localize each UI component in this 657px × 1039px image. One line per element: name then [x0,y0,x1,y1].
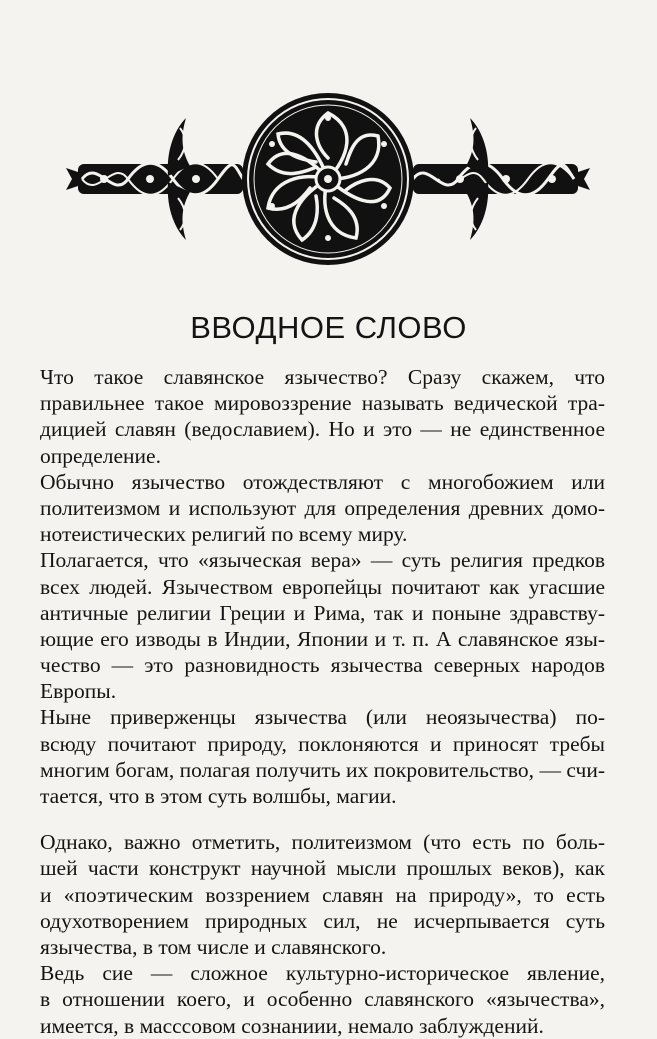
ornament-left-band [66,118,243,240]
text-line: шей части конструкт научной мысли прошлых веков), как [40,856,605,881]
paragraph [40,704,605,809]
text-line: одухотворением природных сил, не исчерпывается суть [40,908,605,933]
paragraph [40,547,605,704]
text-line: Обычно язычество отождествляют с многобожием или [40,469,605,494]
text-line: Полагается, что «языческая вера» — суть религия предков [40,548,605,573]
celtic-knot-ornament [58,88,598,268]
text-line: и «поэтическим воззрением славян на природу», то есть [40,882,605,907]
ornament-right-band [413,118,590,240]
text-line: Европы. [40,679,117,704]
text-line: язычества, в том числе и славянского. [40,934,387,959]
paragraph [40,829,605,960]
body-text [40,364,605,1039]
text-line: в отношении коего, и особенно славянского «язычества», [40,987,605,1012]
text-line: нотеистических религий по всему миру. [40,522,408,547]
text-line: правильнее такое мировоззрение называть ведической тра- [40,391,605,416]
text-line: тается, что в этом суть волшбы, магии. [40,784,397,808]
ornament-medallion [242,93,414,265]
text-line: многим богам, полагая получить их покровительство, — счи- [40,757,605,782]
paragraph [40,960,605,1039]
text-line: всюду почитают природу, поклоняются и приносят требы [40,731,605,756]
text-line: Однако, важно отметить, политеизмом (что есть по боль- [40,830,605,855]
paragraph-gap [40,809,605,829]
text-line: Ныне приверженцы язычества (или неоязычества) по- [40,705,605,730]
text-line: политеизмом и используют для определения древних домо- [40,495,605,520]
text-line: чество — это разновидность язычества северных народов [40,653,605,678]
text-line: античные религии Греции и Рима, так и поныне здравству- [40,600,605,625]
text-line: Ведь сие — сложное культурно-историческое явление, [40,961,605,986]
text-line: имеется, в масссовом сознаниии, немало заблуждений. [40,1013,544,1038]
paragraph [40,469,605,548]
text-line: всех людей. Язычеством европейцы почитают как угасшие [40,574,605,599]
text-line: ющие его изводы в Индии, Японии и т. п. А славянское язы- [40,626,605,651]
text-line: Что такое славянское язычество? Сразу скажем, что [40,365,605,389]
paragraph [40,364,605,469]
text-line: дицией славян (ведославием). Но и это — не единственное [40,417,605,442]
page-title: ВВОДНОЕ СЛОВО [190,310,467,345]
text-line: определение. [40,443,161,468]
